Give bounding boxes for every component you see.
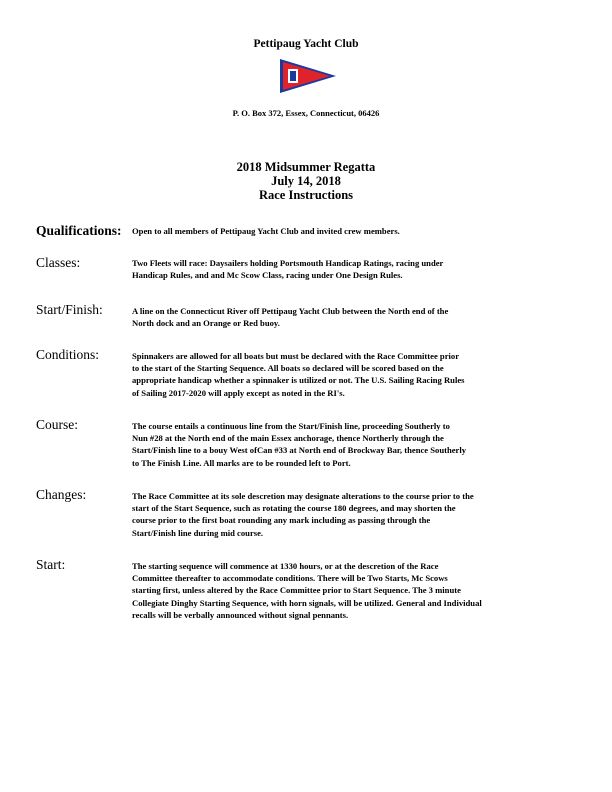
section-body [132,350,607,399]
section-line: of Sailing 2017-2020 will apply except as noted in the RI's. [132,387,345,398]
section-label: Start/Finish: [36,302,103,317]
section-label: Course: [36,417,78,432]
section-line: The starting sequence will commence at 1330 hours, or at the descretion of the Race [132,561,439,571]
section-line: Two Fleets will race: Daysailers holding Portsmouth Handicap Ratings, racing under [132,258,444,268]
section-line: Start/Finish line during mid course. [132,527,264,538]
section-body [132,420,607,469]
section-line: Open to all members of Pettipaug Yacht Club and invited crew members. [132,226,400,236]
section-line: A line on the Connecticut River off Pettipaug Yacht Club between the North end of the [132,306,449,316]
section-body [132,560,607,621]
section-line: to the start of the Starting Sequence. All boats so declared will be scored based on the [132,363,444,374]
section-label: Conditions: [36,347,100,362]
section-label: Start: [36,557,66,572]
section-label: Qualifications: [36,223,122,238]
section-line: Committee thereafter to accommodate conditions. There will be Two Starts, Mc Scows [132,573,448,584]
event-date: July 14, 2018 [271,174,341,188]
section-line: starting first, unless altered by the Race Committee prior to Start Sequence. The 3 minute [132,585,461,596]
section-line: The course entails a continuous line from the Start/Finish line, proceeding Southerly to [132,421,450,431]
section-line: recalls will be verbally announced without signal pennants. [132,609,349,620]
section-body [132,305,607,329]
event-title: 2018 Midsummer Regatta [236,160,376,174]
section-line: Handicap Rules, and and Mc Scow Class, racing under One Design Rules. [132,270,403,281]
club-name: Pettipaug Yacht Club [253,38,359,50]
section-line: Nun #28 at the North end of the main Essex anchorage, thence Northerly through the [132,433,444,444]
section-body [132,225,607,237]
section-label: Changes: [36,487,87,502]
section-label: Classes: [36,255,81,270]
section-line: Spinnakers are allowed for all boats but must be declared with the Race Committee prior [132,351,460,361]
event-subtitle: Race Instructions [258,188,354,202]
section-body [132,490,607,539]
section-line: course prior to the first boat rounding any mark including as passing through the [132,515,431,526]
club-burgee-icon [279,58,337,94]
section-line: Collegiate Dinghy Starting Sequence, with horn signals, will be utilized. General and Individual [132,597,482,608]
club-address: P. O. Box 372, Essex, Connecticut, 06426 [232,108,380,118]
section-line: Start/Finish line to a bouy West ofCan #33 at North end of Brockway Bar, thence Southerly [132,445,467,456]
section-line: to The Finish Line. All marks are to be rounded left to Port. [132,457,351,468]
section-line: appropriate handicap whether a spinnaker is utilized or not. The U.S. Sailing Racing Rules [132,375,465,386]
section-line: The Race Committee at its sole descretion may designate alterations to the course prior to the [132,491,474,501]
event-heading [0,160,612,202]
section-body [132,257,607,281]
section-line: start of the Start Sequence, such as rotating the course 180 degrees, and may shorten the [132,503,456,514]
section-line: North dock and an Orange or Red buoy. [132,318,280,329]
